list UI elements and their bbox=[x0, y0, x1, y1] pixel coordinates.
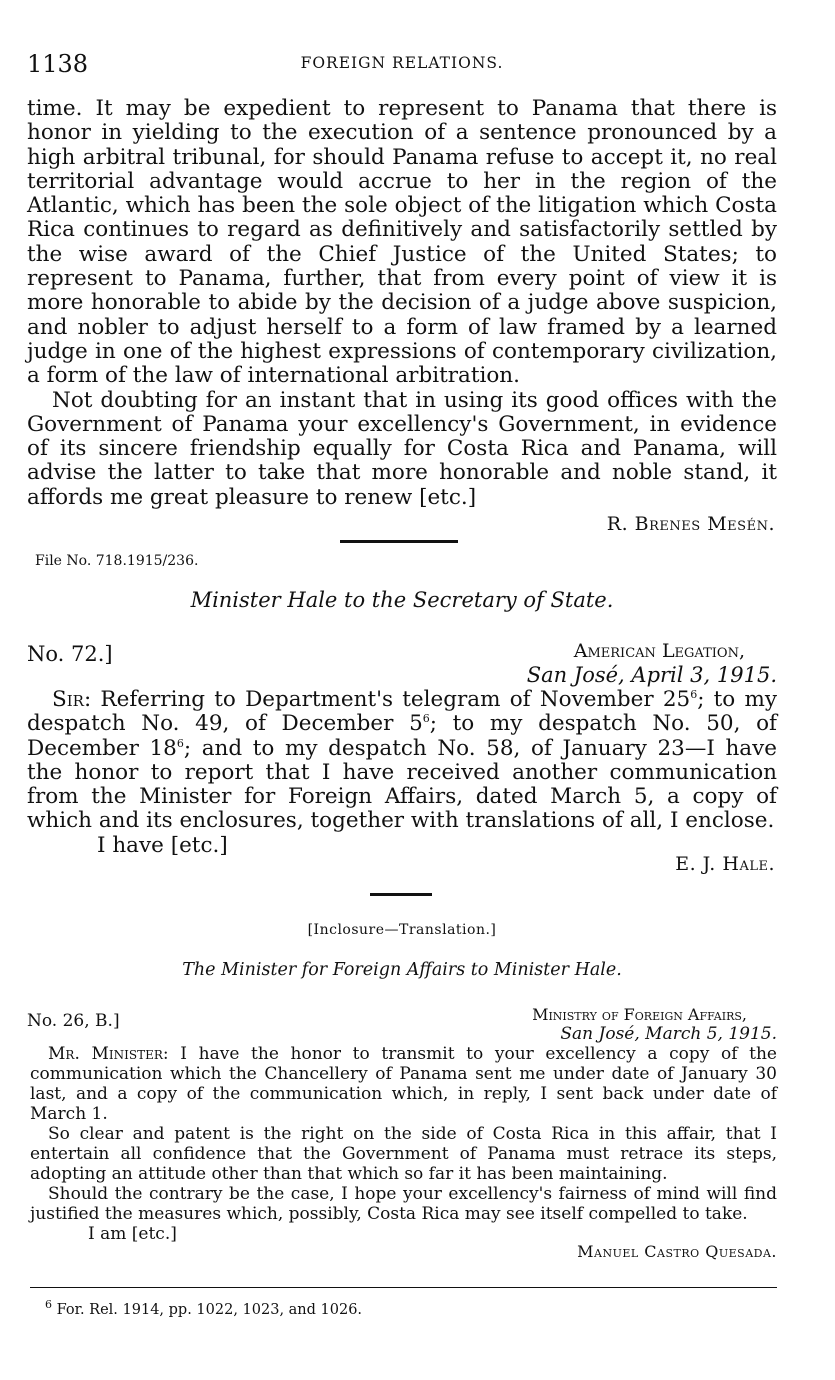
footnote-ref: 6 bbox=[690, 687, 698, 701]
despatch-body bbox=[27, 688, 777, 876]
inclosure-closing: I am [etc.] bbox=[88, 1224, 177, 1244]
file-number: File No. 718.1915/236. bbox=[35, 553, 199, 569]
despatch-signature: E. J. Hale. bbox=[675, 853, 775, 876]
despatch-number: No. 72.] bbox=[27, 642, 113, 666]
section-divider bbox=[370, 893, 432, 896]
despatch-header-row bbox=[27, 640, 777, 690]
footnote-mark: 6 bbox=[45, 1298, 52, 1312]
despatch-closing: I have [etc.] bbox=[97, 832, 228, 858]
section-divider bbox=[340, 540, 458, 543]
letter-paragraph: time. It may be expedient to represent to Panama that there is honor in yielding to the execution of a sentence pronounced by a high arbitral tribunal, for should Panama refuse to accept it, no real territorial advantage would accrue to her in the region of the Atlantic, which has been the sole object of the litigation which Costa Rica continues to regard as definitively and satisfactorily settled by the wise award of the Chief Justice of the United States; to represent to Panama, further, that from every point of view it is more honorable to abide by the decision of a judge above suspicion, and nobler to adjust herself to a form of law framed by a learned judge in one of the highest expressions of contemporary civilization, a form of the law of international arbitration. bbox=[27, 96, 777, 389]
inclosure-place-date bbox=[532, 1005, 777, 1044]
place-line: Ministry of Foreign Affairs, bbox=[532, 1005, 747, 1024]
inclosure-header-row bbox=[27, 1005, 777, 1045]
salutation: Sir: bbox=[52, 687, 92, 712]
footnote-rule bbox=[30, 1287, 777, 1288]
inclosure-paragraph: Should the contrary be the case, I hope your excellency's fairness of mind will find justified the measures which, possibly, Costa Rica may see itself compelled to take. bbox=[30, 1184, 777, 1224]
salutation: Mr. Minister: bbox=[48, 1044, 169, 1064]
date-line: San José, April 3, 1915. bbox=[526, 663, 777, 687]
page-number: 1138 bbox=[27, 50, 89, 78]
footnote-text: For. Rel. 1914, pp. 1022, 1023, and 1026. bbox=[56, 1302, 363, 1318]
letter-paragraph: Not doubting for an instant that in using its good offices with the Government of Panama your excellency's Government, in evidence of its sincere friendship equally for Costa Rica and Panama, will advise the latter to take that more honorable and noble stand, it affords me great pleasure to renew [etc.] bbox=[27, 387, 777, 510]
inclosure-signature: Manuel Castro Quesada. bbox=[577, 1242, 777, 1261]
footnote bbox=[45, 1298, 363, 1318]
letter-body bbox=[27, 97, 777, 536]
inclosure-text: I have the honor to transmit to your excellency a copy of the communication which the Chancellery of Panama sent me under date of January 30 last, and a copy of the communication which, in reply, I sent back under date of March 1. bbox=[30, 1044, 777, 1124]
footnote-ref: 6 bbox=[176, 736, 184, 750]
footnote-ref: 6 bbox=[422, 712, 430, 726]
despatch-text: ; and to my despatch No. 58, of January 23—I have the honor to report that I have received another communication from the Minister for Foreign Affairs, dated March 5, a copy of which and its enclosures, together with translations of all, I enclose. bbox=[27, 735, 777, 834]
inclosure-heading: The Minister for Foreign Affairs to Minister Hale. bbox=[182, 960, 622, 980]
despatch-text: ; to my despatch No. 49, of December 5 bbox=[27, 687, 777, 737]
date-line: San José, March 5, 1915. bbox=[560, 1024, 777, 1044]
inclosure-label: [Inclosure—Translation.] bbox=[307, 922, 497, 938]
page-header bbox=[27, 50, 777, 80]
running-head: FOREIGN RELATIONS. bbox=[300, 54, 504, 72]
letter-signature: R. Brenes Mesén. bbox=[606, 513, 775, 536]
inclosure-body bbox=[30, 1044, 777, 1262]
despatch-text: Referring to Department's telegram of November 25 bbox=[100, 687, 691, 712]
despatch-place-date bbox=[527, 640, 777, 687]
despatch-heading: Minister Hale to the Secretary of State. bbox=[190, 588, 614, 612]
inclosure-number: No. 26, B.] bbox=[27, 1011, 120, 1031]
inclosure-paragraph: So clear and patent is the right on the side of Costa Rica in this affair, that I entertain all confidence that the Government of Panama must retrace its steps, adopting an attitude other than that which so far it has been maintaining. bbox=[30, 1124, 777, 1184]
place-line: American Legation, bbox=[573, 640, 745, 662]
despatch-text: ; to my despatch No. 50, of December 18 bbox=[27, 711, 777, 761]
